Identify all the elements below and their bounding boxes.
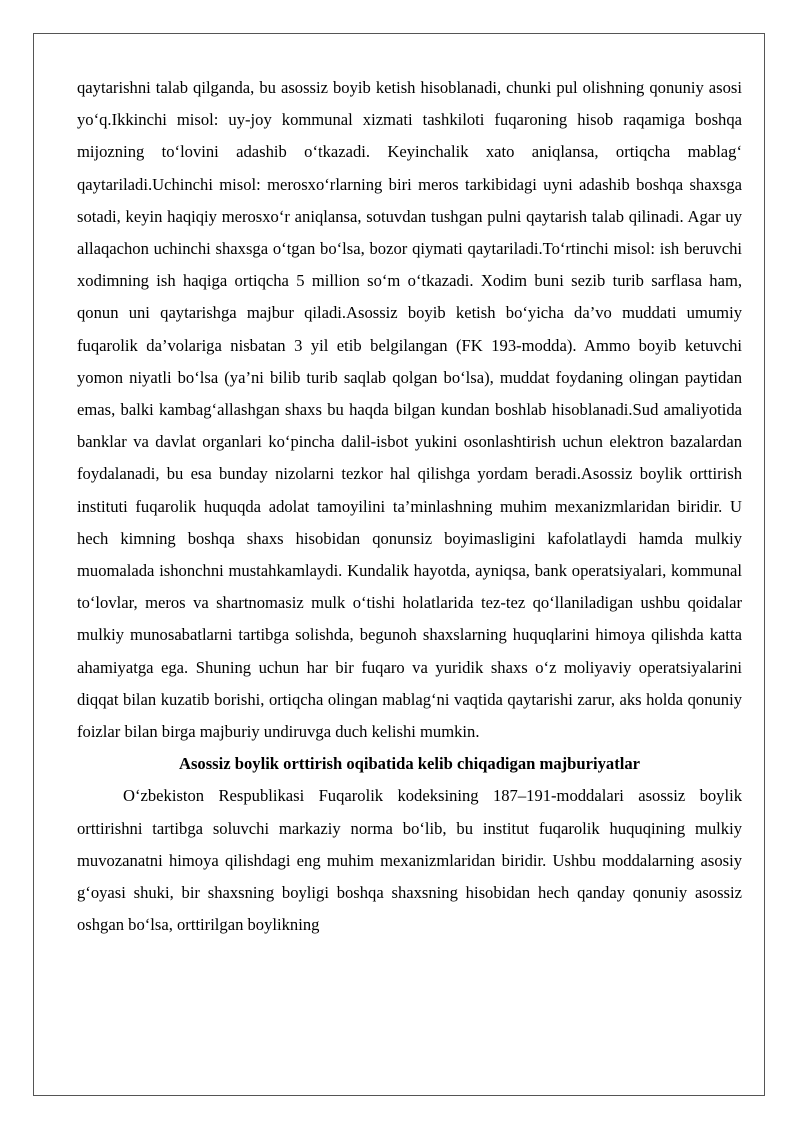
section-heading: Asossiz boylik orttirish oqibatida kelib chiqadigan majburiyatlar xyxy=(178,754,640,774)
document-body xyxy=(77,72,742,941)
body-paragraph: qaytarishni talab qilganda, bu asossiz boyib ketish hisoblanadi, chunki pul olishning qonuniy asosi yo‘q.Ikkinchi misol: uy-joy kommunal xizmati tashkiloti fuqaroning hisob raqamiga boshqa mijozning to‘lovini adashib o‘tkazadi. Keyinchalik xato aniqlansa, ortiqcha mablag‘ qaytariladi.Uchinchi misol: merosxo‘rlarning biri meros tarkibidagi uyni adashib boshqa shaxsga sotadi, keyin haqiqiy merosxo‘r aniqlansa, sotuvdan tushgan pulni qaytarish talab qilinadi. Agar uy allaqachon uchinchi shaxsga o‘tgan bo‘lsa, bozor qiymati qaytariladi.To‘rtinchi misol: ish beruvchi xodimning ish haqiga ortiqcha 5 million so‘m o‘tkazadi. Xodim buni sezib turib sarflasa ham, qonun uni qaytarishga majbur qiladi.Asossiz boyib ketish bo‘yicha da’vo muddati umumiy fuqarolik da’volariga nisbatan 3 yil etib belgilangan (FK 193-modda). Ammo boyib ketuvchi yomon niyatli bo‘lsa (ya’ni bilib turib saqlab qolgan bo‘lsa), muddat foydaning olingan paytidan emas, balki kambag‘allashgan shaxs bu haqda bilgan kundan boshlab hisoblanadi.Sud amaliyotida banklar va davlat organlari ko‘pincha dalil-isbot yukini osonlashtirish uchun elektron bazalardan foydalanadi, bu esa bunday nizolarni tezkor hal qilishga yordam beradi.Asossiz boylik orttirish instituti fuqarolik huquqda adolat tamoyilini ta’minlashning muhim mexanizmlaridan biridir. U hech kimning boshqa shaxs hisobidan qonunsiz boyimasligini kafolatlaydi hamda mulkiy muomalada ishonchni mustahkamlaydi. Kundalik hayotda, ayniqsa, bank operatsiyalari, kommunal to‘lovlar, meros va shartnomasiz mulk o‘tishi holatlarida tez-tez qo‘llaniladigan ushbu qoidalar mulkiy munosabatlarni tartibga solishda, begunoh shaxslarning huquqlarini himoya qilishda katta ahamiyatga ega. Shuning uchun har bir fuqaro va yuridik shaxs o‘z moliyaviy operatsiyalarini diqqat bilan kuzatib borishi, ortiqcha olingan mablag‘ni vaqtida qaytarishi zarur, aks holda qonuniy foizlar bilan birga majburiy undiruvga duch kelishi mumkin. xyxy=(77,78,742,742)
body-paragraph: O‘zbekiston Respublikasi Fuqarolik kodeksining 187–191-moddalari asossiz boylik orttirishni tartibga soluvchi markaziy norma bo‘lib, bu institut fuqarolik huquqining mulkiy muvozanatni himoya qilishdagi eng muhim mexanizmlaridan biridir. Ushbu moddalarning asosiy g‘oyasi shuki, bir shaxsning boyligi boshqa shaxsning hisobidan hech qanday qonuniy asossiz oshgan bo‘lsa, orttirilgan boylikning xyxy=(77,786,742,935)
